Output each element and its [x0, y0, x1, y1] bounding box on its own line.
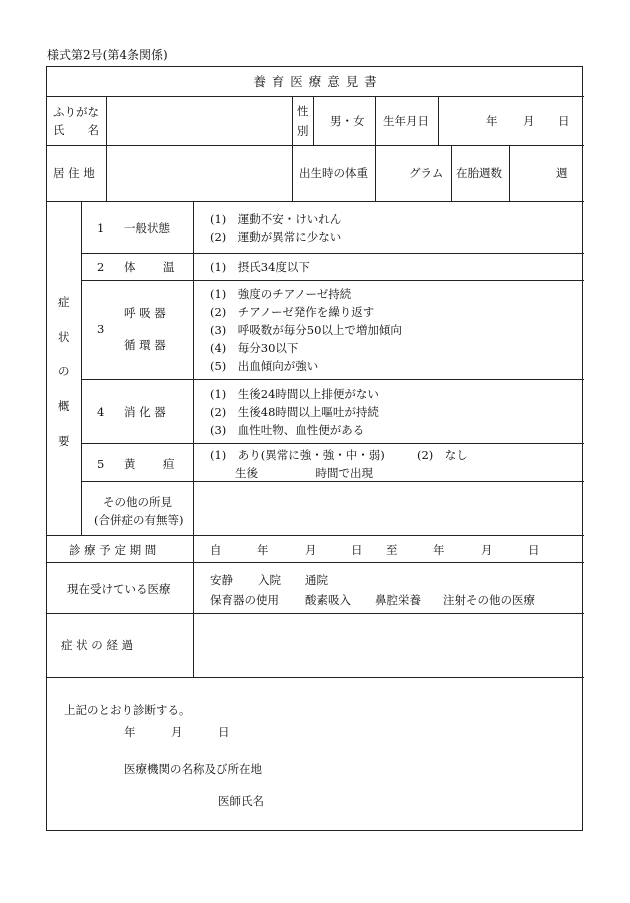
- diagnosis-day: 日: [218, 725, 230, 739]
- doctor-label: 医師氏名: [218, 794, 264, 808]
- temp-num: 2: [97, 260, 105, 274]
- rule: [438, 96, 439, 145]
- birth-weight-label: 出生時の体重: [299, 166, 368, 180]
- period-from-month: 月: [305, 543, 317, 557]
- rule: [292, 96, 293, 201]
- symptoms-vertical-2: 状: [58, 330, 70, 344]
- jaundice-item-3: 生後 時間で出現: [235, 466, 373, 480]
- rule: [375, 96, 376, 201]
- rule: [313, 96, 314, 145]
- gestation-label: 在胎週数: [456, 166, 502, 180]
- jaundice-item-2: (2) なし: [417, 448, 468, 462]
- rule: [47, 562, 584, 563]
- period-to: 至: [386, 543, 398, 557]
- diagnosis-year: 年: [124, 725, 136, 739]
- symptoms-vertical-5: 要: [58, 434, 70, 448]
- jaundice-label-a: 黄: [124, 457, 136, 471]
- form-frame: [46, 66, 583, 831]
- symptoms-vertical-4: 概: [58, 399, 70, 413]
- symptoms-vertical-3: の: [58, 364, 70, 378]
- digest-item-3: (3) 血性吐物、血性便がある: [210, 423, 365, 437]
- diagnosis-statement: 上記のとおり診断する。: [64, 703, 191, 717]
- symptoms-vertical-1: 症: [58, 295, 70, 309]
- resp-label-a: 呼 吸 器: [124, 306, 166, 320]
- form-code: 様式第2号(第4条関係): [47, 48, 168, 62]
- digest-num: 4: [97, 405, 105, 419]
- temp-label-b: 温: [163, 260, 175, 274]
- institution-label: 医療機関の名称及び所在地: [124, 762, 262, 776]
- other-label-1: その他の所見: [103, 495, 172, 509]
- period-to-month: 月: [481, 543, 493, 557]
- resp-label-b: 循 環 器: [124, 338, 166, 352]
- resp-item-3: (3) 呼吸数が毎分50以上で増加傾向: [210, 323, 402, 337]
- dob-label: 生年月日: [383, 114, 429, 128]
- temp-item-1: (1) 摂氏34度以下: [210, 260, 310, 274]
- rule: [47, 96, 584, 97]
- form-title: 養 育 医 療 意 見 書: [253, 74, 378, 89]
- general-label: 一般状態: [124, 221, 170, 235]
- general-num: 1: [97, 221, 105, 235]
- digest-item-2: (2) 生後48時間以上嘔吐が持続: [210, 405, 379, 419]
- current-label: 現在受けている医療: [67, 582, 171, 596]
- rule: [106, 96, 107, 201]
- period-label: 診 療 予 定 期 間: [69, 543, 157, 557]
- period-from-day: 日: [351, 543, 363, 557]
- rule: [47, 613, 584, 614]
- other-label-2: (合併症の有無等): [94, 513, 184, 527]
- current-oxygen: 酸素吸入: [305, 593, 351, 607]
- resp-item-5: (5) 出血傾向が強い: [210, 359, 319, 373]
- rule: [47, 145, 584, 146]
- name-label: 氏 名: [53, 123, 99, 137]
- digest-label: 消 化 器: [124, 405, 166, 419]
- current-injection: 注射その他の医療: [443, 593, 535, 607]
- period-from: 自: [210, 543, 222, 557]
- rule: [47, 535, 584, 536]
- digest-item-1: (1) 生後24時間以上排便がない: [210, 387, 379, 401]
- rule: [81, 280, 584, 281]
- temp-label-a: 体: [124, 260, 136, 274]
- jaundice-item-1: (1) あり(異常に強・強・中・弱): [210, 448, 385, 462]
- rule: [451, 145, 452, 201]
- sex-options: 男・女: [330, 114, 365, 128]
- period-from-year: 年: [257, 543, 269, 557]
- jaundice-label-b: 疸: [163, 457, 175, 471]
- diagnosis-month: 月: [171, 725, 183, 739]
- general-item-2: (2) 運動が異常に少ない: [210, 230, 342, 244]
- current-inpatient: 入院: [258, 573, 281, 587]
- dob-year: 年: [486, 114, 498, 128]
- resp-item-4: (4) 毎分30以下: [210, 341, 299, 355]
- rule: [509, 145, 510, 201]
- rule: [81, 481, 584, 482]
- resp-item-2: (2) チアノーゼ発作を繰り返す: [210, 305, 375, 319]
- dob-day: 日: [558, 114, 570, 128]
- rule: [81, 201, 82, 535]
- period-to-day: 日: [528, 543, 540, 557]
- gram-unit: グラム: [409, 166, 444, 180]
- dob-month: 月: [523, 114, 535, 128]
- progress-label: 症 状 の 経 過: [61, 638, 134, 652]
- rule: [47, 677, 584, 678]
- resp-num: 3: [97, 322, 105, 336]
- address-label: 居 住 地: [53, 166, 95, 180]
- current-rest: 安静: [210, 573, 233, 587]
- general-item-1: (1) 運動不安・けいれん: [210, 212, 342, 226]
- current-nasal: 鼻腔栄養: [375, 593, 421, 607]
- jaundice-num: 5: [97, 457, 105, 471]
- current-incubator: 保育器の使用: [210, 593, 279, 607]
- week-unit: 週: [556, 166, 568, 180]
- current-outpatient: 通院: [305, 573, 328, 587]
- rule: [81, 379, 584, 380]
- resp-item-1: (1) 強度のチアノーゼ持続: [210, 287, 352, 301]
- rule: [47, 201, 584, 202]
- sex-label-bottom: 別: [297, 124, 309, 138]
- rule: [81, 443, 584, 444]
- period-to-year: 年: [433, 543, 445, 557]
- rule: [193, 201, 194, 677]
- furigana-label: ふりがな: [53, 105, 99, 119]
- rule: [81, 253, 584, 254]
- sex-label-top: 性: [297, 104, 309, 118]
